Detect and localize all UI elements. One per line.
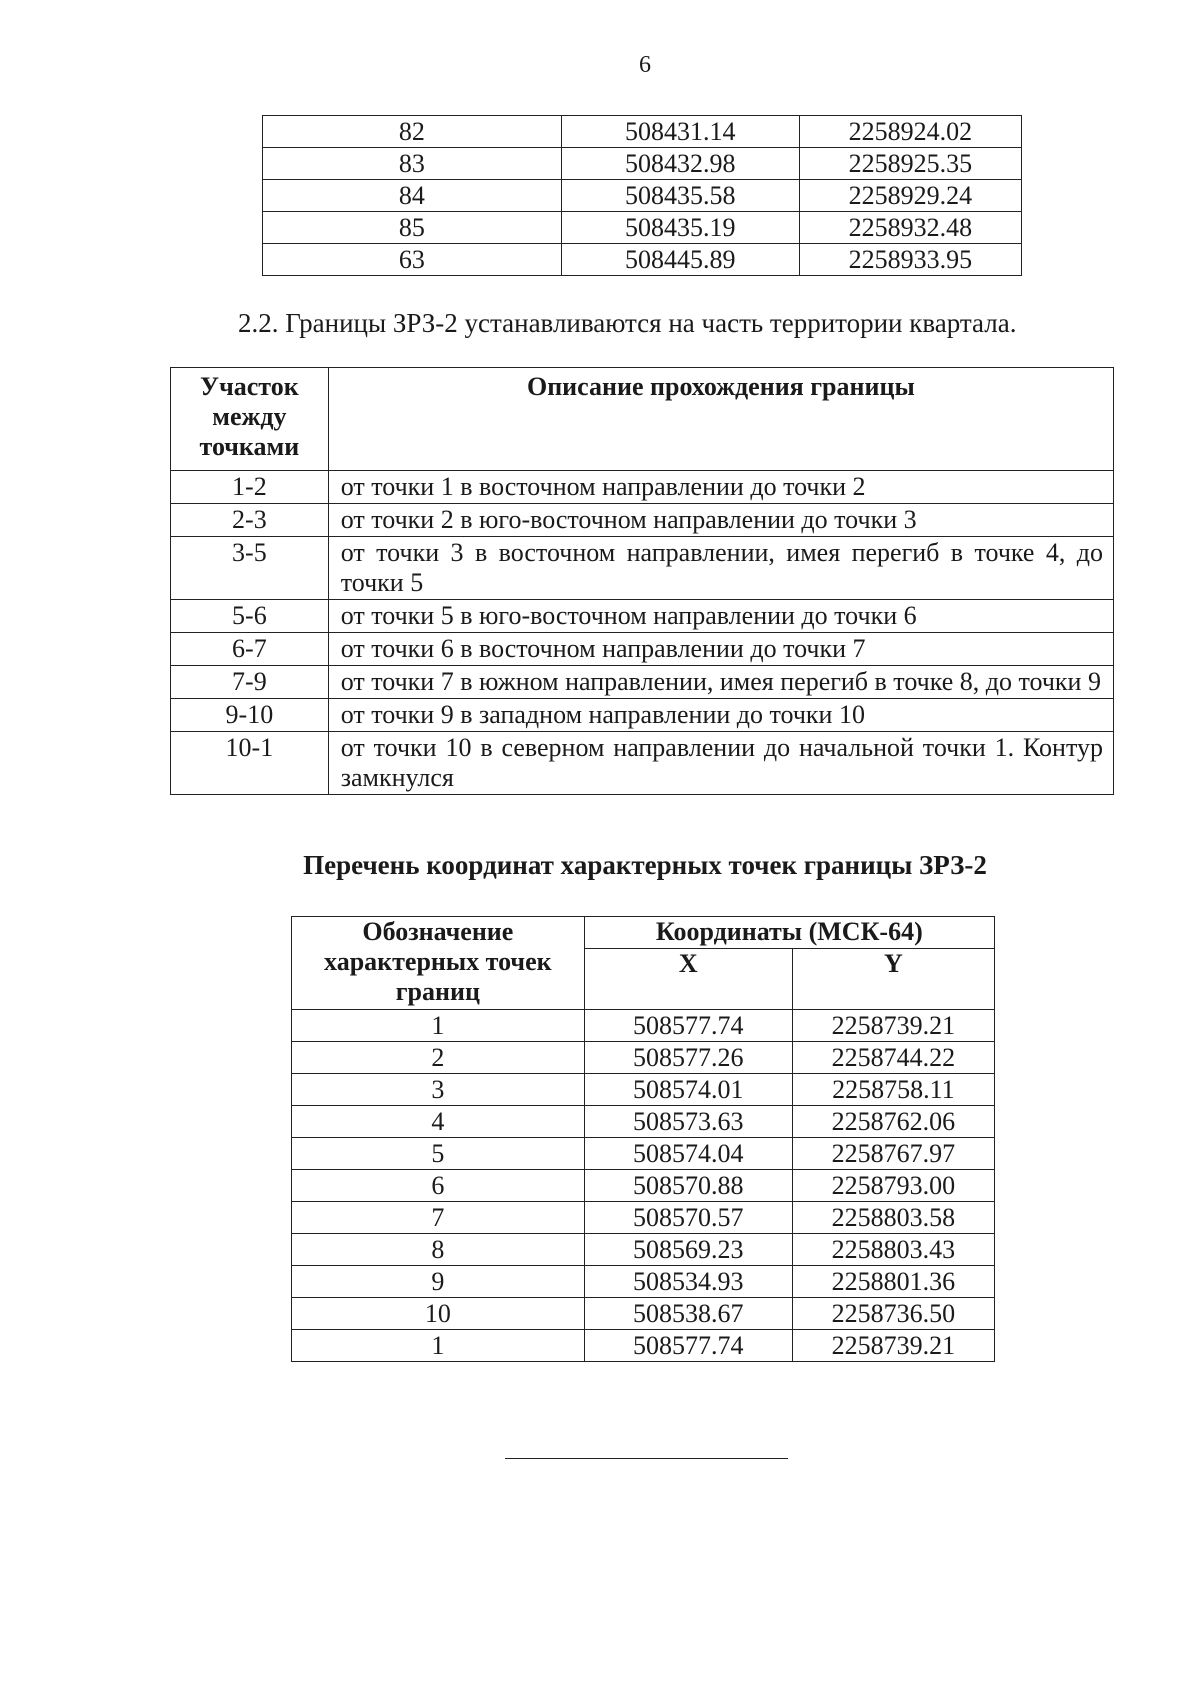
point-id-cell: 1 — [292, 1330, 585, 1362]
point-id-cell: 85 — [263, 212, 562, 244]
y-coordinate-cell: 2258932.48 — [799, 212, 1021, 244]
x-coordinate-cell: 508432.98 — [561, 148, 799, 180]
y-coordinate-cell: 2258744.22 — [792, 1042, 994, 1074]
table-row — [292, 1074, 995, 1106]
description-cell: от точки 2 в юго-восточном направлении до точки 3 — [328, 504, 1113, 537]
description-cell: от точки 10 в северном направлении до начальной точки 1. Контур замкнулся — [328, 732, 1113, 795]
page-number: 6 — [639, 52, 651, 78]
y-coordinate-cell: 2258736.50 — [792, 1298, 994, 1330]
point-id-cell: 7 — [292, 1202, 585, 1234]
table-row — [263, 180, 1022, 212]
y-coordinate-cell: 2258803.43 — [792, 1234, 994, 1266]
table-row — [171, 537, 1114, 600]
x-coordinate-cell: 508574.01 — [584, 1074, 792, 1106]
segment-cell: 2-3 — [171, 504, 329, 537]
point-id-cell: 1 — [292, 1010, 585, 1042]
point-id-cell: 63 — [263, 244, 562, 276]
description-cell: от точки 9 в западном направлении до точки 10 — [328, 699, 1113, 732]
y-coordinate-cell: 2258739.21 — [792, 1330, 994, 1362]
description-cell: от точки 5 в юго-восточном направлении до точки 6 — [328, 600, 1113, 633]
point-id-cell: 8 — [292, 1234, 585, 1266]
table-row — [263, 244, 1022, 276]
y-coordinate-cell: 2258924.02 — [799, 116, 1021, 148]
x-coordinate-cell: 508573.63 — [584, 1106, 792, 1138]
description-column-header: Описание прохождения границы — [328, 368, 1113, 471]
x-coordinate-cell: 508435.58 — [561, 180, 799, 212]
characteristic-points-table — [291, 916, 995, 1362]
end-divider-line — [505, 1458, 788, 1459]
point-id-cell: 84 — [263, 180, 562, 212]
point-id-cell: 4 — [292, 1106, 585, 1138]
segment-cell: 1-2 — [171, 471, 329, 504]
x-coordinate-cell: 508534.93 — [584, 1266, 792, 1298]
description-cell: от точки 6 в восточном направлении до точки 7 — [328, 633, 1113, 666]
x-coordinate-cell: 508538.67 — [584, 1298, 792, 1330]
point-id-cell: 10 — [292, 1298, 585, 1330]
coordinates-table-continuation — [262, 115, 1022, 276]
y-coordinate-cell: 2258793.00 — [792, 1170, 994, 1202]
table-row — [292, 1298, 995, 1330]
table-header-row — [171, 368, 1114, 471]
table-row — [292, 1202, 995, 1234]
x-coordinate-cell: 508574.04 — [584, 1138, 792, 1170]
y-coordinate-cell: 2258758.11 — [792, 1074, 994, 1106]
segment-cell: 9-10 — [171, 699, 329, 732]
description-cell: от точки 1 в восточном направлении до точки 2 — [328, 471, 1113, 504]
point-id-cell: 6 — [292, 1170, 585, 1202]
x-column-header: X — [584, 949, 792, 1010]
segment-cell: 7-9 — [171, 666, 329, 699]
table-row — [292, 1234, 995, 1266]
boundary-description-table — [170, 367, 1114, 795]
table-row — [292, 1138, 995, 1170]
y-coordinate-cell: 2258925.35 — [799, 148, 1021, 180]
x-coordinate-cell: 508570.88 — [584, 1170, 792, 1202]
table-row — [292, 1010, 995, 1042]
point-id-cell: 3 — [292, 1074, 585, 1106]
table-row — [263, 116, 1022, 148]
points-list-title: Перечень координат характерных точек границы ЗРЗ-2 — [303, 850, 987, 880]
table-row — [171, 666, 1114, 699]
x-coordinate-cell: 508570.57 — [584, 1202, 792, 1234]
table-row — [171, 732, 1114, 795]
table-row — [292, 1170, 995, 1202]
x-coordinate-cell: 508445.89 — [561, 244, 799, 276]
table-row — [263, 212, 1022, 244]
table-row — [171, 600, 1114, 633]
y-coordinate-cell: 2258803.58 — [792, 1202, 994, 1234]
table-row — [292, 1106, 995, 1138]
segment-cell: 10-1 — [171, 732, 329, 795]
y-coordinate-cell: 2258933.95 — [799, 244, 1021, 276]
table-header-row — [292, 917, 995, 949]
segment-cell: 3-5 — [171, 537, 329, 600]
y-column-header: Y — [792, 949, 994, 1010]
point-id-cell: 2 — [292, 1042, 585, 1074]
table-row — [171, 633, 1114, 666]
y-coordinate-cell: 2258767.97 — [792, 1138, 994, 1170]
y-coordinate-cell: 2258739.21 — [792, 1010, 994, 1042]
point-id-cell: 83 — [263, 148, 562, 180]
x-coordinate-cell: 508569.23 — [584, 1234, 792, 1266]
point-designation-header: Обозначение характерных точек границ — [292, 917, 585, 1010]
y-coordinate-cell: 2258762.06 — [792, 1106, 994, 1138]
table-row — [292, 1330, 995, 1362]
y-coordinate-cell: 2258801.36 — [792, 1266, 994, 1298]
point-id-cell: 82 — [263, 116, 562, 148]
segment-cell: 6-7 — [171, 633, 329, 666]
description-cell: от точки 3 в восточном направлении, имея перегиб в точке 4, до точки 5 — [328, 537, 1113, 600]
table-row — [171, 699, 1114, 732]
point-id-cell: 9 — [292, 1266, 585, 1298]
coordinates-header: Координаты (МСК-64) — [584, 917, 994, 949]
table-row — [292, 1266, 995, 1298]
x-coordinate-cell: 508435.19 — [561, 212, 799, 244]
table-row — [171, 504, 1114, 537]
point-id-cell: 5 — [292, 1138, 585, 1170]
table-row — [263, 148, 1022, 180]
table-row — [171, 471, 1114, 504]
x-coordinate-cell: 508431.14 — [561, 116, 799, 148]
section-heading: 2.2. Границы ЗРЗ-2 устанавливаются на часть территории квартала. — [238, 308, 1017, 338]
table-row — [292, 1042, 995, 1074]
x-coordinate-cell: 508577.74 — [584, 1330, 792, 1362]
x-coordinate-cell: 508577.26 — [584, 1042, 792, 1074]
segment-column-header: Участок между точками — [171, 368, 329, 471]
y-coordinate-cell: 2258929.24 — [799, 180, 1021, 212]
x-coordinate-cell: 508577.74 — [584, 1010, 792, 1042]
description-cell: от точки 7 в южном направлении, имея перегиб в точке 8, до точки 9 — [328, 666, 1113, 699]
segment-cell: 5-6 — [171, 600, 329, 633]
